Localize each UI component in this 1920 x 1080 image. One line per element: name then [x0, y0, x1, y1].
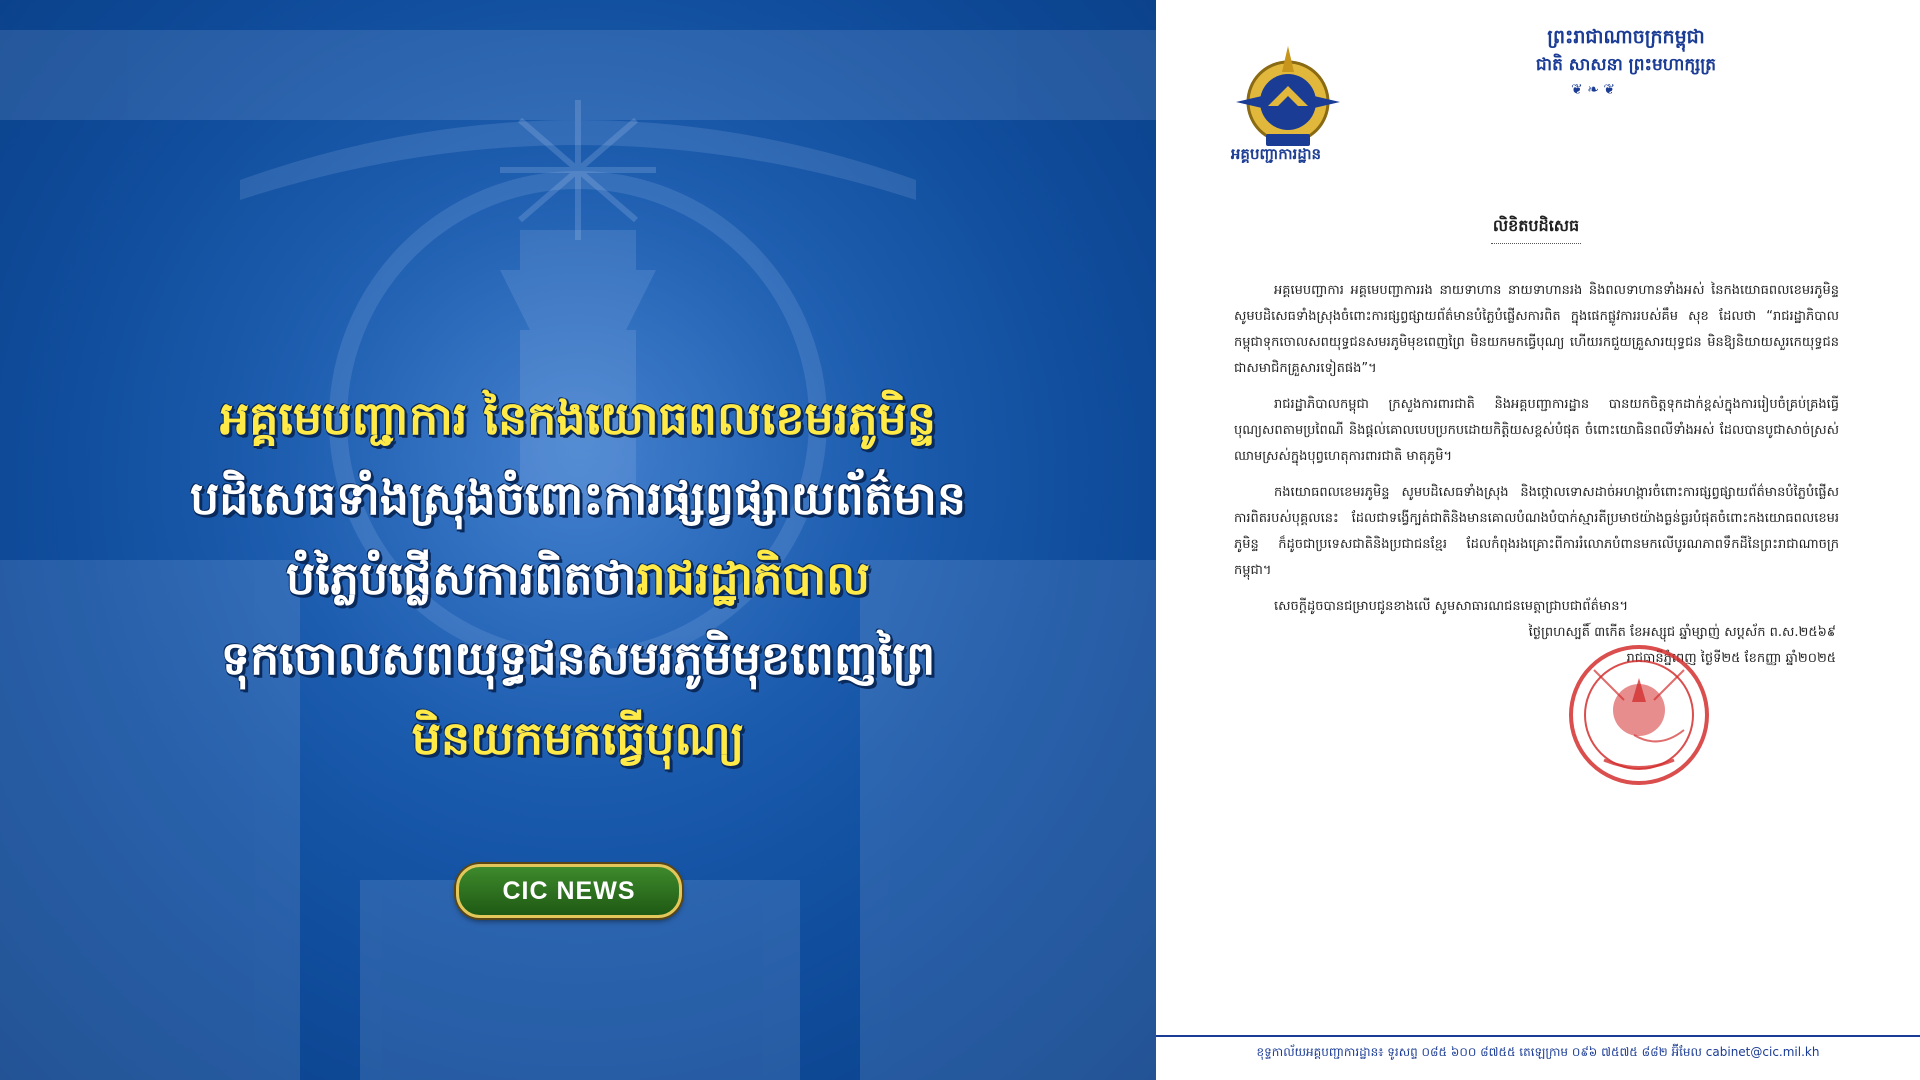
headline-line-2: បដិសេធទាំងស្រុងចំពោះការផ្សព្វផ្សាយព័ត៌មាន [189, 471, 967, 525]
document-body [1234, 278, 1839, 630]
headline [20, 378, 1136, 778]
lunar-date: ថ្ងៃព្រហស្បតិ៍ ៣កើត ខែអស្សុជ ឆ្នាំម្សាញ់ សប្តស័ក ព.ស.២៥៦៩ [1528, 625, 1836, 640]
logo-caption: អគ្គបញ្ជាការដ្ឋាន [1230, 145, 1322, 163]
denial-letter-document [1156, 0, 1920, 1080]
title-divider [1491, 243, 1581, 246]
headline-line-3 [20, 538, 1136, 618]
body-paragraph-2: រាជរដ្ឋាភិបាលកម្ពុជា ក្រសួងការពារជាតិ និងអគ្គបញ្ជាការដ្ឋាន បានយកចិត្តទុកដាក់ខ្ពស់ក្នុងការរៀបចំគ្រប់គ្រងធ្វើបុណ្យសពតាមប្រពៃណី និងផ្ដល់គោលបេបប្រកបដោយកិត្តិយសខ្ពស់បំផុត ចំពោះយោធិនពលីទាំងអស់ ដែលបានបូជាសាច់ស្រស់ឈាមស្រស់ក្នុងបុព្វហេតុការពារជាតិ មាតុភូមិ។ [1234, 397, 1839, 464]
headline-line-5: មិនយកមកធ្វើបុណ្យ [411, 711, 745, 765]
kingdom-header: ព្រះរាជាណាចក្រកម្ពុជា [1547, 26, 1705, 48]
footer-contact: ខុទ្ទកាល័យអគ្គបញ្ជាការដ្ឋាន៖ ទូរសព្ទ ០៨៥ ៦០០ ៨៧៥៥ តេឡេក្រាម ០៩៦ ៧៥៧៥ ៨៨២ អ៊ីមែល cabinet@cic.mil.kh [1256, 1045, 1820, 1059]
gregorian-date: រាជធានីភ្នំពេញ ថ្ងៃទី២៥ ខែកញ្ញា ឆ្នាំ២០២៥ [1626, 651, 1836, 666]
headline-line-4: ទុកចោលសពយុទ្ធជនសមរភូមិមុខពេញព្រៃ [220, 631, 936, 685]
national-motto: ជាតិ សាសនា ព្រះមហាក្សត្រ [1535, 55, 1717, 75]
header-ornament-icon: ❦ ❧ ❦ [1571, 82, 1616, 98]
footer-divider [1156, 1035, 1920, 1037]
military-emblem-logo [1228, 42, 1348, 154]
body-paragraph-1: អគ្គមេបញ្ជាការ អគ្គមេបញ្ជាការរង នាយទាហាន នាយទាហានរង និងពលទាហានទាំងអស់ នៃកងយោធពលខេមរភូមិន្ទ សូមបដិសេធទាំងស្រុងចំពោះការផ្សព្វផ្សាយព័ត៌មានបំភ្លៃបំផ្លើសការពិត ក្នុងផេកផ្លូវការរបស់គឹម សុខ ដែលថា “រាជរដ្ឋាភិបាលកម្ពុជាទុកចោលសពយុទ្ធជនសមរភូមិមុខពេញព្រៃ មិនយកមកធ្វើបុណ្យ ហើយរកជួយគ្រួសារយុទ្ធជន មិនឱ្យនិយាយសួរកេយុទ្ធជនជាសមាជិកគ្រួសារទៀតផង”។ [1234, 283, 1839, 376]
headline-line-1: អគ្គមេបញ្ជាការ នៃកងយោធពលខេមរភូមិន្ទ [220, 391, 936, 445]
document-title: លិខិតបដិសេធ [1492, 216, 1580, 235]
headline-line-3-white: បំភ្លៃបំផ្លើសការពិតថា [286, 551, 637, 605]
body-paragraph-4: សេចក្ដីដូចបានជម្រាបជូនខាងលើ សូមសាធារណជនមេត្តាជ្រាបជាព័ត៌មាន។ [1274, 599, 1629, 614]
cic-news-badge: CIC NEWS [456, 864, 682, 918]
headline-line-3-yellow: រាជរដ្ឋាភិបាល [636, 551, 870, 605]
official-seal-stamp [1564, 640, 1714, 790]
body-paragraph-3: កងយោធពលខេមរភូមិន្ទ សូមបដិសេធទាំងស្រុង និងថ្កោលទោសដាច់អហង្ការចំពោះការផ្សព្វផ្សាយព័ត៌មានបំភ្លៃបំផ្លើសការពិតរបស់បុគ្គលនេះ ដែលជាទង្វើក្បត់ជាតិនិងមានគោលបំណងបំបាក់ស្មារតីប្រមាថយ៉ាងធ្ងន់ធ្ងរបំផុតចំពោះកងយោធពលខេមរភូមិន្ទ ក៏ដូចជាប្រទេសជាតិនិងប្រជាជនខ្មែរ ដែលកំពុងរងគ្រោះពីការរំលោភបំពានមកលើបូរណភាពទឹកដីនៃព្រះរាជាណាចក្រកម្ពុជា។ [1234, 485, 1839, 578]
